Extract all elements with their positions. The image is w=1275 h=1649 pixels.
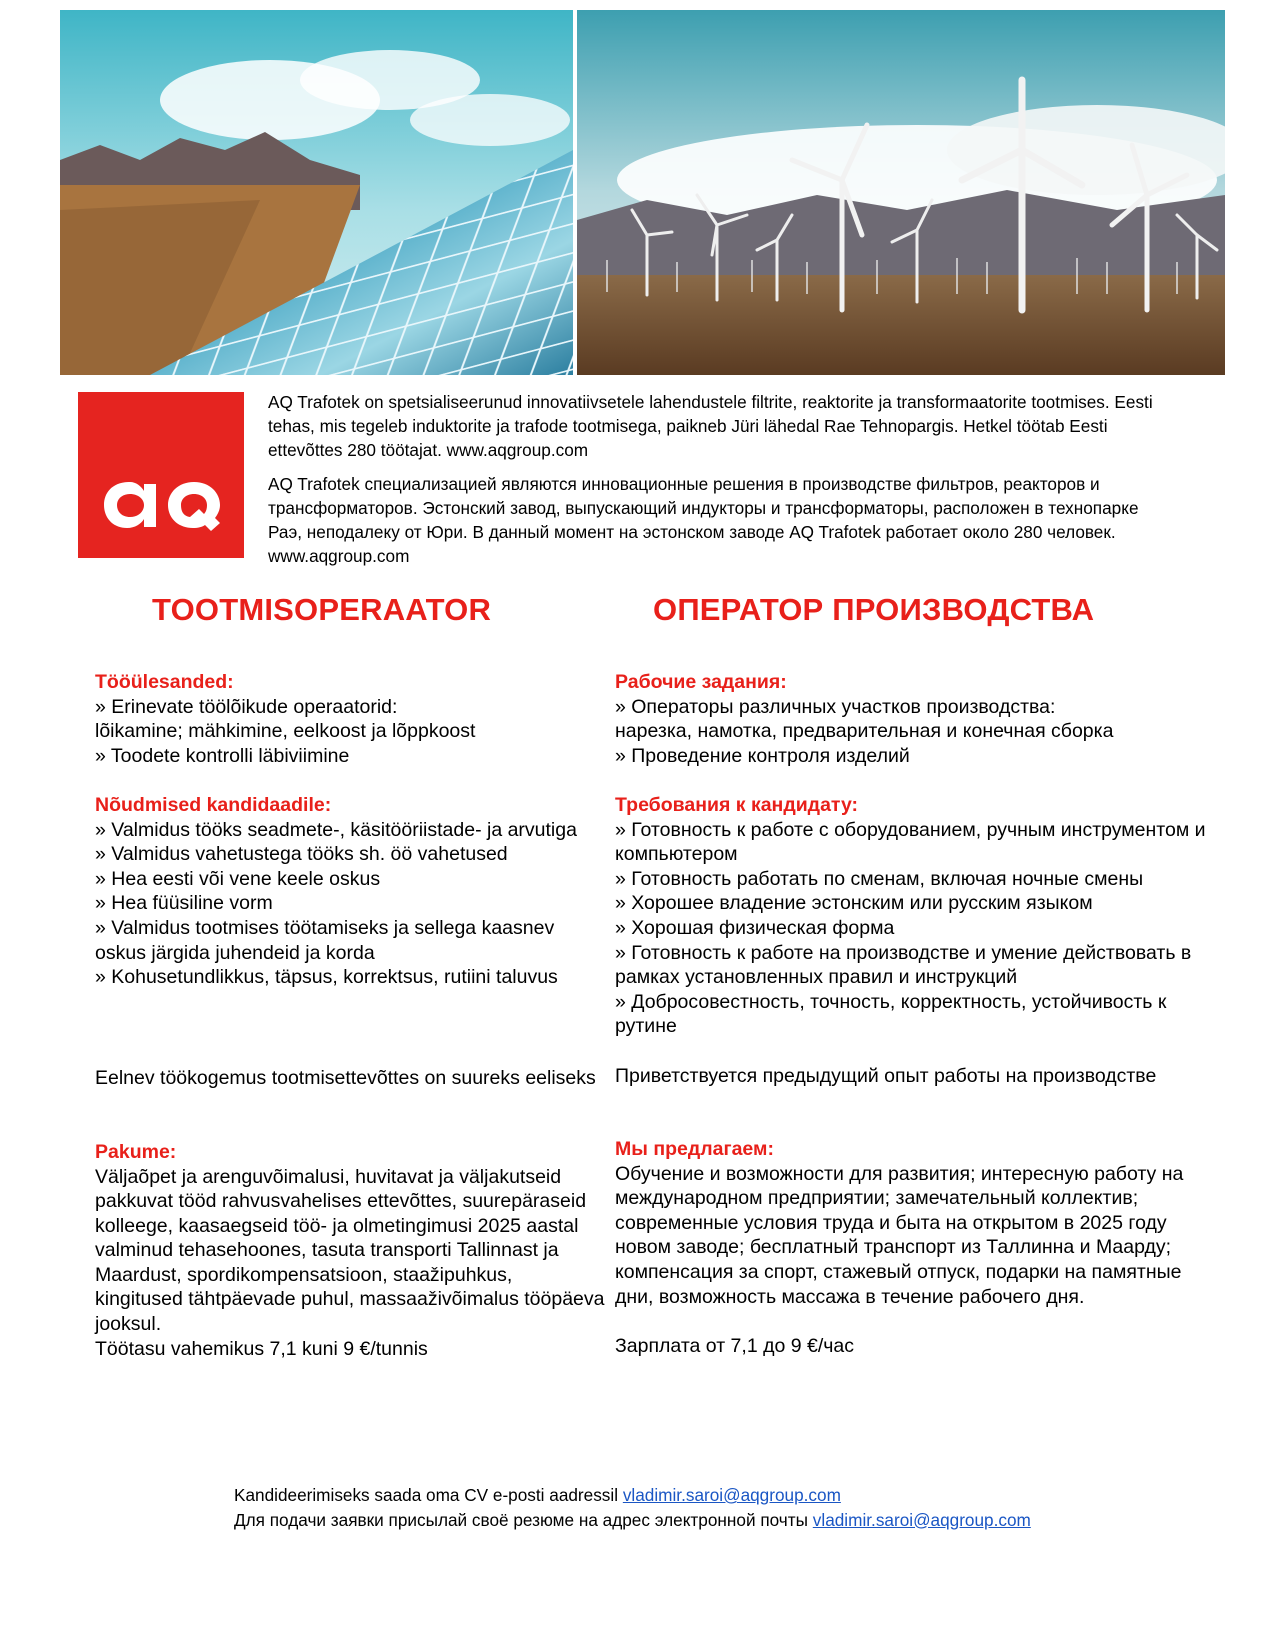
list-item: » Хорошее владение эстонским или русским языком [615,892,1093,915]
list-item: » Toodete kontrolli läbiviimine [95,744,350,767]
email-link-et[interactable]: vladimir.saroi@aqgroup.com [622,1485,841,1505]
list-item: » Готовность к работе на производстве и умение действовать в рамках установленных правил и инструкций [615,941,1192,989]
footer-text-et: Kandideerimiseks saada oma CV e-posti aadressil [234,1485,623,1505]
offer-section-et [95,1140,605,1361]
list-item: » Hea füüsiline vorm [95,892,273,915]
list-item: » Готовность работать по сменам, включая ночные смены [615,867,1144,890]
aq-logo-mark [78,392,244,558]
offer-text-ru: Обучение и возможности для развития; интересную работу на международном предприятии; замечательный коллектив; современные условия труда и быта на открытом в 2025 году новом заводе; бесплатный транспорт из Таллинна и Маарду; компенсация за спорт, стажевый отпуск, подарки на памятные дни, возможность массажа в течение рабочего дня. [615,1162,1184,1308]
intro-ru: AQ Trafotek специализацией являются инновационные решения в производстве фильтров, реакторов и трансформаторов. Эстонский завод, выпускающий индукторы и трансформаторы, расположен в технопарке Раэ, неподалеку от Юри. В данный момент на эстонском заводе AQ Trafotek работает около 280 человек. www.aqgroup.com [268,474,1139,566]
list-item: » Хорошая физическая форма [615,916,895,939]
experience-et: Eelnev töökogemus tootmisettevõttes on suureks eeliseks [95,1067,596,1090]
wind-turbines-photo [577,10,1225,375]
column-ru [615,670,1215,1383]
list-item: » Valmidus vahetustega tööks sh. öö vahetused [95,843,508,866]
job-title-ru: ОПЕРАТОР ПРОИЗВОДСТВА [653,592,1095,627]
application-footer [234,1483,1031,1532]
intro-et: AQ Trafotek on spetsialiseerunud innovatiivsetele lahendustele filtrite, reaktorite ja transformaatorite tootmises. Eesti tehas, mis tegeleb induktorite ja trafode tootmisega, paikneb Jüri lähedal Rae Tehnopargis. Hetkel töötab Eesti ettevõttes 280 töötajat. www.aqgroup.com [268,392,1153,460]
column-et [95,670,605,1386]
requirements-section-et [95,793,605,990]
footer-text-ru: Для подачи заявки присылай своё резюме на адрес электронной почты [234,1509,813,1530]
aq-logo [78,392,244,558]
requirements-section-ru [615,793,1215,1039]
email-link-ru[interactable]: vladimir.saroi@aqgroup.com [812,1509,1031,1530]
tasks-section-et [95,670,605,768]
salary-ru: Зарплата от 7,1 до 9 €/час [615,1334,855,1357]
requirements-heading-ru: Требования к кандидату: [615,793,859,816]
list-item: » Проведение контроля изделий [615,744,910,767]
list-item: » Valmidus tööks seadmete-, käsitööriistade- ja arvutiga [95,818,577,841]
list-item: » Hea eesti või vene keele oskus [95,867,381,890]
footer-line-ru [234,1508,1031,1533]
company-intro [268,390,1168,578]
requirements-heading-et: Nõudmised kandidaadile: [95,793,332,816]
tasks-section-ru [615,670,1215,768]
offer-section-ru [615,1137,1215,1358]
tasks-heading-et: Tööülesanded: [95,671,234,693]
list-item: » Erinevate töölõikude operaatorid: [95,695,398,718]
offer-heading-et: Pakume: [95,1140,177,1163]
job-title-et: TOOTMISOPERAATOR [152,592,492,627]
list-item: » Готовность к работе с оборудованием, ручным инструментом и компьютером [615,818,1206,866]
list-item: lõikamine; mähkimine, eelkoost ja lõppkoost [95,720,476,743]
experience-ru: Приветствуется предыдущий опыт работы на производстве [615,1064,1157,1087]
list-item: » Kohusetundlikkus, täpsus, korrektsus, rutiini taluvus [95,966,558,989]
footer-line-et [234,1483,1031,1508]
list-item: » Добросовестность, точность, корректность, устойчивость к рутине [615,990,1167,1038]
hero-banner [60,10,1225,375]
offer-text-et: Väljaõpet ja arenguvõimalusi, huvitavat ja väljakutseid pakkuvat tööd rahvusvahelises ettevõttes, suurepäraseid kolleege, kaasaegseid töö- ja olmetingimusi 2025 aastal valminud tehasehoones, tasuta transporti Tallinnast ja Maardust, spordikompensatsioon, staažipuhkus, kingitused tähtpäevade puhul, massaaživõimalus tööpäeva jooksul. [95,1165,605,1336]
list-item: нарезка, намотка, предварительная и конечная сборка [615,720,1114,743]
tasks-heading-ru: Рабочие задания: [615,671,787,693]
list-item: » Операторы различных участков производства: [615,695,1056,718]
salary-et: Töötasu vahemikus 7,1 kuni 9 €/tunnis [95,1337,428,1360]
solar-panels-photo [60,10,573,375]
offer-heading-ru: Мы предлагаем: [615,1138,774,1161]
list-item: » Valmidus tootmises töötamiseks ja sellega kaasnev oskus järgida juhendeid ja korda [95,916,555,964]
